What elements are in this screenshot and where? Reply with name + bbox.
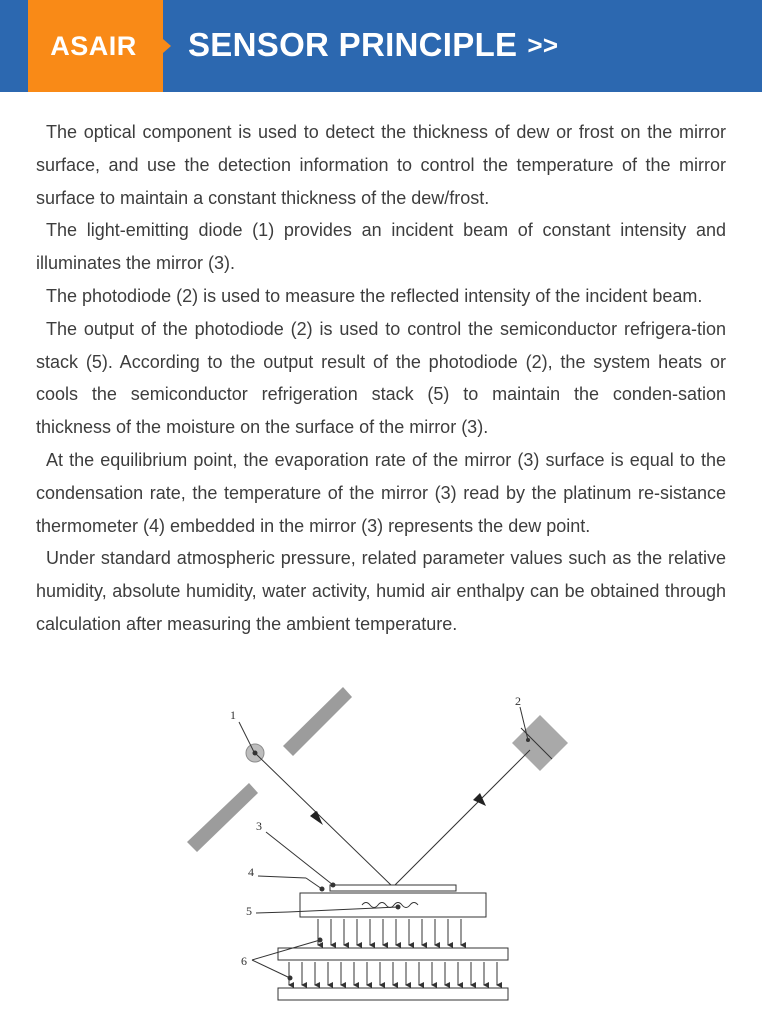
light-shield-lower [187,783,258,852]
paragraph: The photodiode (2) is used to measure the reflected intensity of the incident beam. [46,285,703,306]
paragraph: At the equilibrium point, the evaporation rate of the mirror (3) surface is equal to the condensation rate, the temperature of the mirror (3) read by the platinum re-sistance thermometer (4) embedded in the mirror (3) represents the dew point. [36,449,726,536]
label-refrigeration-stack: 5 [246,904,252,918]
page-title [188,22,558,68]
photodiode [512,715,568,771]
light-shield-upper [283,687,352,756]
paragraph: The light-emitting diode (1) provides an incident beam of constant intensity and illuminates the mirror (3). [36,220,726,274]
brand-logo-text: ASAIR [50,30,137,61]
label-heat-sink: 6 [241,954,247,968]
paragraph: The optical component is used to detect the thickness of dew or frost on the mirror surface, and use the detection information to control the temperature of the mirror surface to maintain a constant thickness of the dew/frost. [36,122,726,208]
description-text [36,116,726,641]
label-photodiode: 2 [515,694,521,708]
brand-arrow-icon [163,39,171,53]
paragraph: The output of the photodiode (2) is used to control the semiconductor refrigera-tion stack (5). According to the output result of the photodiode (2), the system heats or cools the semiconductor refrigeration stack (5) to maintain the conden-sation thickness of the moisture on the surface of the mirror (3). [36,318,726,438]
heat-flow-arrows-upper [318,919,461,945]
heat-sink-plate-lower [278,988,508,1000]
page-title-text: SENSOR PRINCIPLE [188,26,518,63]
label-mirror: 3 [256,819,262,833]
heat-flow-arrows-lower [289,962,497,985]
heat-sink-plate-upper [278,948,508,960]
refrigeration-stack [300,893,486,917]
label-led: 1 [230,708,236,722]
double-chevron-right-icon: >> [527,29,559,60]
mirror [330,885,456,891]
sensor-diagram [0,680,762,1024]
brand-badge [28,0,163,92]
label-thermometer: 4 [248,865,254,879]
paragraph: Under standard atmospheric pressure, related parameter values such as the relative humidity, absolute humidity, water activity, humid air enthalpy can be obtained through calculation after measuring the ambient temperature. [36,548,726,634]
reflected-beam [393,750,530,887]
incident-beam [255,753,393,887]
header-bar [0,0,762,92]
sensor-diagram-svg [0,680,762,1024]
